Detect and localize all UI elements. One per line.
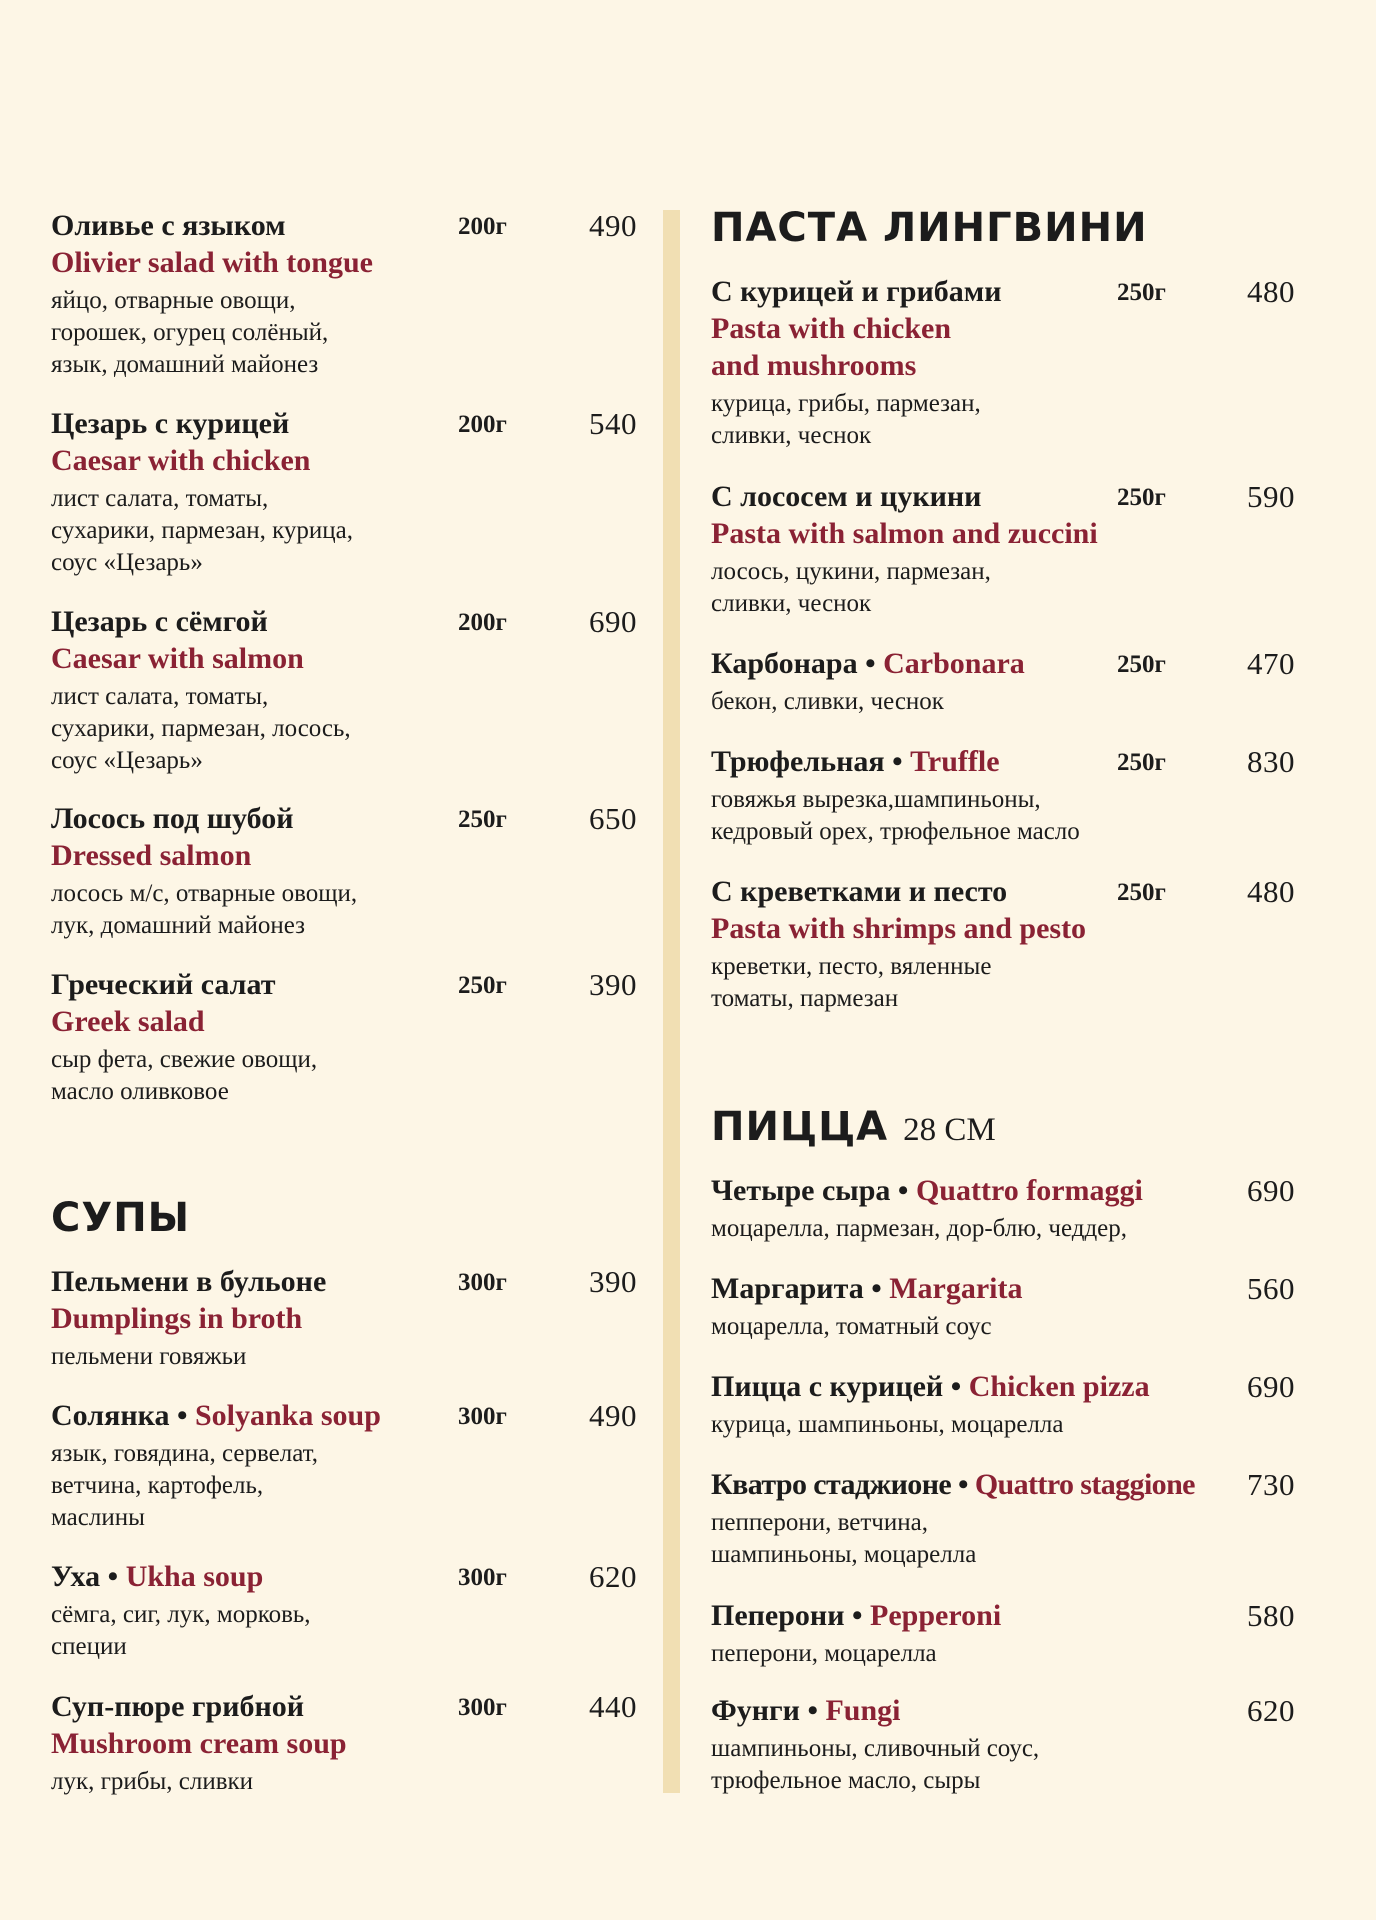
dish-description [711,1213,1295,1245]
dish-price: 620 [589,1559,637,1594]
desc-line: моцарелла, томатный соус [711,1313,992,1340]
dish-weight: 300г [458,1694,507,1721]
menu-item [711,1368,1295,1441]
dish-price: 690 [1247,1369,1295,1404]
dish-description [51,1599,637,1663]
desc-line: лосось м/с, отварные овощи, [51,880,358,907]
desc-line: томаты, пармезан [711,985,899,1012]
desc-line: лист салата, томаты, [51,683,269,710]
dish-name-en: Dumplings in broth [51,1302,303,1335]
desc-line: креветки, песто, вяленные [711,953,992,980]
dish-price: 490 [589,208,637,243]
dish-name [711,1368,1295,1405]
dish-name-en: Greek salad [51,1005,205,1038]
dish-name-en: Fungi [825,1694,901,1727]
dish-weight: 200г [458,213,507,240]
pizza-size: 28 СМ [903,1112,996,1148]
desc-line: кедровый орех, трюфельное масло [711,818,1080,845]
dish-name-ru: Пицца с курицей [711,1370,944,1403]
dish-name [51,1397,637,1434]
separator-dot: • [863,1272,890,1305]
dish-name-ru: Греческий салат [51,968,276,1001]
menu-item [711,478,1295,620]
dish-description [711,686,1295,718]
menu-item [51,1397,637,1534]
dish-price: 560 [1247,1271,1295,1306]
dish-name-ru: Пельмени в бульоне [51,1265,327,1298]
separator-dot: • [857,647,884,680]
desc-line: сливки, чеснок [711,590,872,617]
dish-weight: 250г [1117,651,1166,678]
dish-name-ru: С курицей и грибами [711,275,1002,308]
dish-name [711,1466,1295,1503]
dish-description [711,556,1295,620]
dish-name-ru: Цезарь с сёмгой [51,605,268,638]
dish-name-en: Ukha soup [125,1560,264,1593]
separator-dot: • [951,1468,975,1501]
separator-dot: • [844,1599,871,1632]
menu-item [51,1688,637,1798]
desc-line: сыр фета, свежие овощи, [51,1046,318,1073]
desc-line: бекон, сливки, чеснок [711,688,944,715]
dish-name-ru: Карбонара [711,647,858,680]
dish-price: 690 [589,604,637,639]
dish-name-en: Pasta with chicken [711,312,951,345]
desc-line: пельмени говяжьи [51,1343,247,1370]
desc-line: говяжья вырезка,шампиньоны, [711,786,1041,813]
dish-name-ru: Маргарита [711,1272,864,1305]
dish-name-en: Olivier salad with tongue [51,246,373,279]
menu-item [51,1558,637,1663]
dish-description [711,388,1295,452]
separator-dot: • [884,745,911,778]
dish-name [51,1558,637,1595]
desc-line: лук, домашний майонез [51,912,306,939]
dish-description [51,285,637,381]
dish-description [711,1311,1295,1343]
dish-weight: 250г [1117,749,1166,776]
menu-item [51,405,637,579]
menu-item [51,207,637,381]
dish-name-en: Solyanka soup [194,1399,381,1432]
dish-description [711,1638,1295,1670]
desc-line: сухарики, пармезан, лосось, [51,715,351,742]
desc-line: яйцо, отварные овощи, [51,287,296,314]
separator-dot: • [943,1370,969,1403]
dish-price: 690 [1247,1173,1295,1208]
dish-price: 590 [1247,479,1295,514]
dish-description [51,1438,637,1534]
dish-name-en: Caesar with chicken [51,444,311,477]
desc-line: сухарики, пармезан, курица, [51,517,354,544]
dish-name-ru: С креветками и песто [711,875,1008,908]
dish-name-ru: Кватро стаджионе [711,1468,952,1501]
dish-name [711,645,1295,682]
dish-price: 390 [589,1264,637,1299]
desc-line: лук, грибы, сливки [51,1768,254,1795]
dish-description [711,1409,1295,1441]
dish-name-ru: Пеперони [711,1599,845,1632]
dish-name-en: Quattro staggione [974,1468,1195,1501]
dish-weight: 250г [1117,484,1166,511]
dish-name-ru: С лососем и цукини [711,480,982,513]
section-title-pizza [711,1103,996,1154]
dish-price: 580 [1247,1598,1295,1633]
column-divider [663,210,680,1793]
dish-description [51,1766,637,1798]
separator-dot: • [890,1174,916,1207]
dish-description [711,951,1295,1015]
dish-price: 470 [1247,646,1295,681]
dish-name-ru: Лосось под шубой [51,802,294,835]
desc-line: маслины [51,1504,145,1531]
separator-dot: • [169,1399,195,1432]
section-title-soups: СУПЫ [51,1195,191,1241]
dish-description [711,1733,1295,1797]
dish-name-ru: Цезарь с курицей [51,407,290,440]
desc-line: соус «Цезарь» [51,747,203,774]
desc-line: специи [51,1633,127,1660]
dish-name-en: Dressed salmon [51,839,252,872]
dish-name-en: Margarita [889,1272,1023,1305]
dish-name-en: Caesar with salmon [51,642,304,675]
menu-item [51,1263,637,1373]
dish-name [711,743,1295,780]
dish-name-ru: Солянка [51,1399,170,1432]
desc-line: пеперони, моцарелла [711,1640,937,1667]
dish-name-en: Mushroom cream soup [51,1727,347,1760]
dish-description [51,483,637,579]
dish-description [51,878,637,942]
dish-price: 540 [589,406,637,441]
desc-line: сливки, чеснок [711,422,872,449]
dish-description [711,1507,1295,1571]
dish-description [51,1044,637,1108]
dish-name-en: Chicken pizza [968,1370,1150,1403]
desc-line: язык, домашний майонез [51,351,319,378]
menu-item [711,1466,1295,1571]
dish-price: 650 [589,801,637,836]
dish-price: 730 [1247,1467,1295,1502]
dish-name-ru: Фунги [711,1694,800,1727]
dish-weight: 250г [458,972,507,999]
desc-line: трюфельное масло, сыры [711,1767,981,1794]
dish-name-en: and mushrooms [711,349,917,382]
dish-name-en: Pepperoni [870,1599,1002,1632]
dish-weight: 200г [458,411,507,438]
menu-item [711,273,1295,452]
dish-weight: 200г [458,609,507,636]
dish-price: 490 [589,1398,637,1433]
dish-description [711,784,1295,848]
dish-name [711,1172,1295,1209]
dish-name-ru: Оливье с языком [51,209,286,242]
dish-description [51,1341,637,1373]
menu-item [711,645,1295,718]
dish-weight: 250г [1117,879,1166,906]
menu-item [51,603,637,777]
dish-name-ru: Трюфельная [711,745,885,778]
desc-line: курица, грибы, пармезан, [711,390,981,417]
dish-weight: 250г [1117,279,1166,306]
dish-name-ru: Уха [51,1560,101,1593]
dish-description [51,681,637,777]
desc-line: шампиньоны, моцарелла [711,1541,977,1568]
desc-line: язык, говядина, сервелат, [51,1440,318,1467]
menu-item [51,966,637,1108]
menu-item [711,1692,1295,1797]
dish-name-en: Pasta with shrimps and pesto [711,912,1087,945]
menu-item [711,1172,1295,1245]
menu-item [711,1270,1295,1343]
menu-item [711,1597,1295,1670]
dish-name-ru: Суп-пюре грибной [51,1690,305,1723]
dish-price: 440 [589,1689,637,1724]
menu-item [711,743,1295,848]
desc-line: курица, шампиньоны, моцарелла [711,1411,1064,1438]
dish-name [711,1692,1295,1729]
desc-line: сёмга, сиг, лук, морковь, [51,1601,311,1628]
desc-line: масло оливковое [51,1078,229,1105]
desc-line: лосось, цукини, пармезан, [711,558,991,585]
dish-price: 620 [1247,1693,1295,1728]
dish-name [711,1597,1295,1634]
dish-name [711,1270,1295,1307]
desc-line: горошек, огурец солёный, [51,319,329,346]
dish-price: 830 [1247,744,1295,779]
dish-name-en: Carbonara [883,647,1025,680]
separator-dot: • [100,1560,126,1593]
desc-line: шампиньоны, сливочный соус, [711,1735,1040,1762]
dish-weight: 300г [458,1269,507,1296]
dish-price: 480 [1247,874,1295,909]
desc-line: лист салата, томаты, [51,485,269,512]
dish-weight: 300г [458,1403,507,1430]
dish-name-ru: Четыре сыра [711,1174,891,1207]
desc-line: моцарелла, пармезан, дор-блю, чеддер, [711,1215,1128,1242]
desc-line: пепперони, ветчина, [711,1509,928,1536]
dish-weight: 300г [458,1564,507,1591]
dish-weight: 250г [458,806,507,833]
menu-item [51,800,637,942]
dish-name-en: Pasta with salmon and zuccini [711,517,1098,550]
separator-dot: • [799,1694,826,1727]
pizza-title: ПИЦЦА [711,1104,889,1150]
desc-line: ветчина, картофель, [51,1472,264,1499]
section-title-pasta: ПАСТА ЛИНГВИНИ [711,205,1148,251]
desc-line: соус «Цезарь» [51,549,203,576]
dish-name-en: Quattro formaggi [915,1174,1143,1207]
dish-price: 390 [589,967,637,1002]
dish-name-en: Truffle [910,745,1000,778]
menu-item [711,873,1295,1015]
dish-price: 480 [1247,274,1295,309]
